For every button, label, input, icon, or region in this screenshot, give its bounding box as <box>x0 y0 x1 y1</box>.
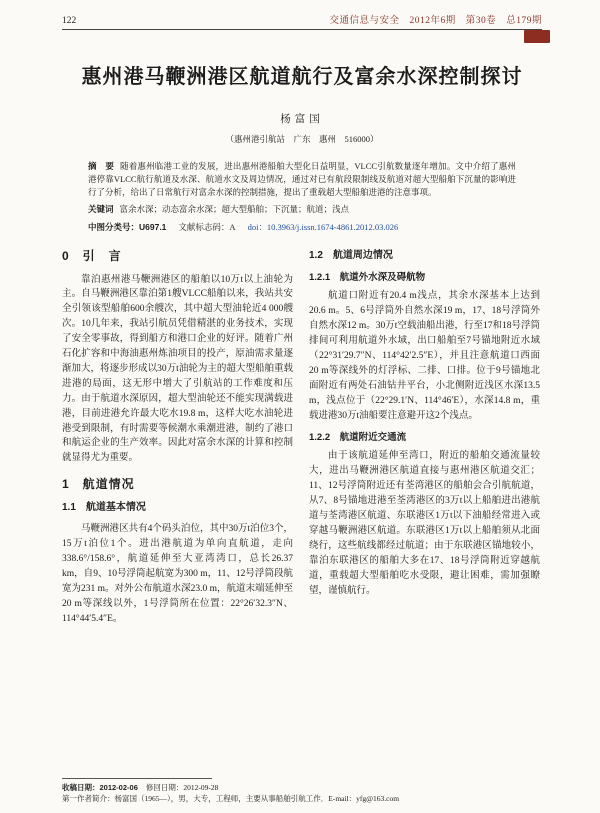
doi: doi：10.3963/j.issn.1674-4861.2012.03.026 <box>247 221 399 232</box>
section-heading-0-intro: 0 引 言 <box>62 248 122 263</box>
received-date: 收稿日期：2012-02-06 <box>62 783 138 792</box>
channel-basic-paragraph: 马鞭洲港区共有4个码头泊位，其中30万t泊位3个，15万t泊位1个。进出港航道为单向直航道，走向338.6°/158.6°，航道延伸至大亚湾湾口，总长26.37 km，自9、10号浮筒起航宽为300 m，11、12号浮筒段航宽为231 m。对外公布航道水深23.0 m，航道末端延伸至20 m等深线以外，1号浮筒所在位置：22°26′32.3″N、114°44′5.4″E。 <box>62 524 293 624</box>
subsection-heading-1-2-1: 1.2.1 航道外水深及碍航物 <box>309 271 426 283</box>
author-name: 杨富国 <box>280 114 324 125</box>
footnote-rule <box>62 778 212 779</box>
journal-info: 交通信息与安全 2012年6期 第30卷 总179期 <box>329 16 542 26</box>
intro-paragraph: 靠泊惠州港马鞭洲港区的船舶以10万t以上油轮为主。自马鞭洲港区靠泊第1艘VLCC船舶以来，我站共安全引领该型船舶600余艘次，其中超大型油轮近4 000艘次。10几年来，我站引航员凭借精湛的业务技术，实现了安全零事故，得到船方和港口企业的好评。随着广州石化扩容和中海油惠州炼油项目的投产，原油需求量逐渐加大，将逐步形成以30万t油轮为主的超大型船舶重载进港的局面，这无形中增大了引航站的工作难度和压力。由于航道水深原因，超大型油轮还不能实现满载进港，目前进港允许最大吃水19.8 m，这样大吃水油轮进港受到限制，有时需要等候潮水乘潮进港，制约了港口和航运企业的生产效率。因此对富余水深的计算和控制就显得尤为重要。 <box>62 274 293 464</box>
keywords-label: 关键词 <box>88 203 114 214</box>
first-author-bio: 第一作者简介：杨富国（1965—），男，大专，工程师，主要从事船舶引航工作．E-mail：yfg@163.com <box>62 794 400 803</box>
outside-depth-paragraph: 航道口附近有20.4 m浅点，其余水深基本上达到20.6 m。5、6号浮筒外自然水深19 m，17、18号浮筒外自然水深12 m。30万t空载油船出港，行至17和18号浮筒排间可利用航道外水域，出口船舶至7号锚地附近水域（22°31′29.7″N、114°42′2.5″E），并且注意航道口西面20 m等深线外的灯浮标、二排、口排。位于9号锚地北面附近有两处石油钻井平台，小北侧附近浅区水深13.5 m，浅点位于（22°29.1′N、114°46′E），水深14.8 m，重载进港30万t油船要注意避开这2个浅点。 <box>309 291 540 421</box>
right-column <box>309 247 540 734</box>
section-heading-1-channel: 1 航道情况 <box>62 477 135 492</box>
keywords-line <box>88 203 516 216</box>
traffic-flow-paragraph: 由于该航道延伸至湾口，附近的船舶交通流量较大，进出马鞭洲港区航道直接与惠州港区航道交汇；11、12号浮筒附近还有荃湾港区的船舶会合引航航道，从7、8号锚地进港至荃湾港区的3万t以上船舶进出港航道与荃湾港区航道、东联港区1万t以下油船经常进入或穿越马鞭洲港区航道。东联港区1万t以上船舶须从北面绕行，这些航线都经过航道；由于东联港区锚地较小，靠泊东联港区的船舶大多在17、18号浮筒附近穿越航道，重载超大型船舶吃水受限，避让困难，需加强瞭望，谨慎航行。 <box>309 451 540 596</box>
left-column <box>62 247 293 734</box>
body-columns <box>62 247 542 734</box>
page-number: 122 <box>62 16 77 26</box>
subsection-heading-1-1: 1.1 航道基本情况 <box>62 502 146 514</box>
abstract-block <box>88 160 516 200</box>
clc-code: 中图分类号：U697.1 <box>88 221 167 232</box>
document-code: 文献标志码：A <box>178 221 236 232</box>
footnote-author-bio <box>62 793 542 804</box>
footnote-dates <box>62 782 542 793</box>
subsection-heading-1-2-2: 1.2.2 航道附近交通流 <box>309 431 407 443</box>
header-rule <box>62 29 542 30</box>
revised-date: 修回日期：2012-09-28 <box>145 783 219 792</box>
paper-title: 惠州港马鞭洲港区航道航行及富余水深控制探讨 <box>81 66 523 88</box>
keywords-text: 富余水深；动态富余水深；超大型船舶；下沉量；航道；浅点 <box>119 203 350 214</box>
classification-line <box>88 221 516 234</box>
abstract-text: 随着惠州临港工业的发展，进出惠州港船舶大型化日益明显，VLCC引航数量逐年增加。文中介绍了惠州港停靠VLCC航行航道及水深、航道水文及周边情况，通过对已有航段限制线及航道对超大型船舶下沉量的影响进行了分析，给出了日常航行对富余水深的控制措施，提出了重载超大型船舶进港的注意事项。 <box>88 161 516 198</box>
author-affiliation: （惠州港引航站 广东 惠州 516000） <box>225 134 379 144</box>
subsection-heading-1-2: 1.2 航道周边情况 <box>309 249 393 261</box>
abstract-label: 摘 要 <box>88 161 115 171</box>
footnote-area <box>62 778 542 804</box>
red-stamp <box>524 30 550 43</box>
page-header <box>62 12 542 26</box>
